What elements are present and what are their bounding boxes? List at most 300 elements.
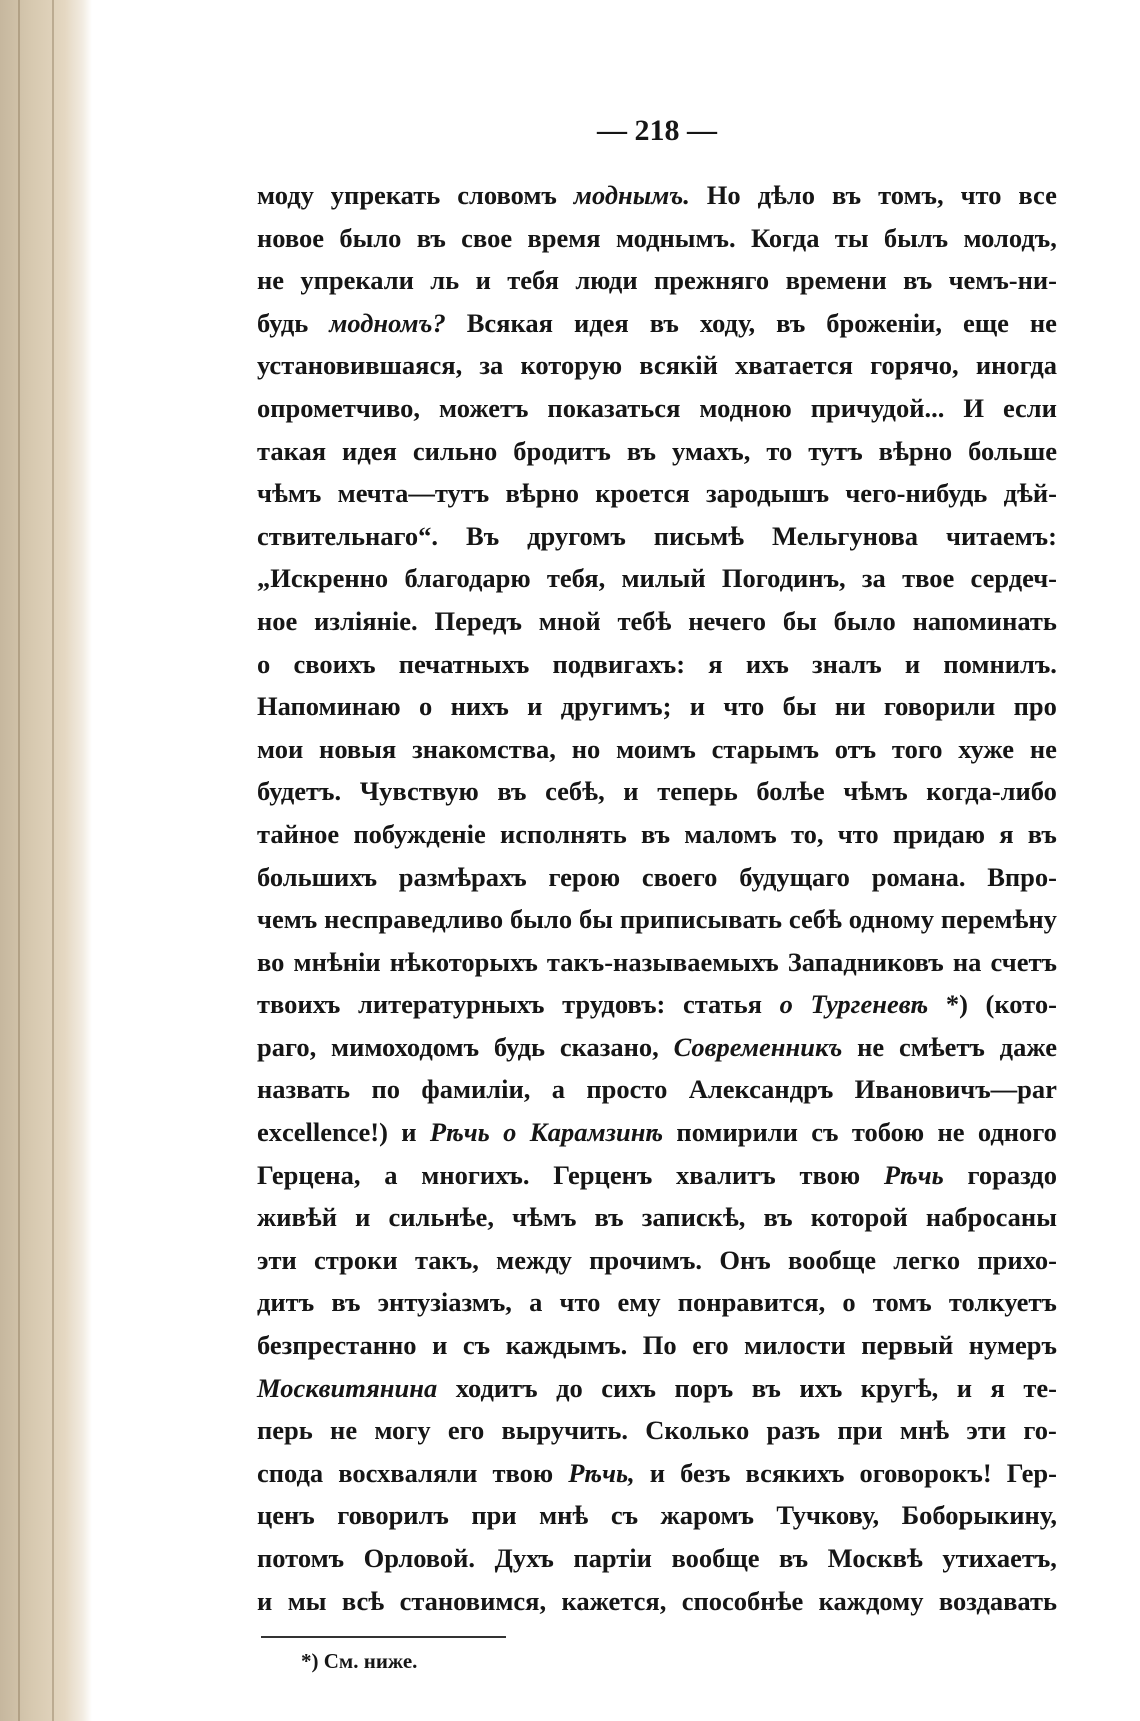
word: въ	[594, 1202, 624, 1233]
word: разъ	[766, 1415, 821, 1446]
word: при	[471, 1500, 517, 1531]
word: мной	[538, 605, 601, 636]
word: дѣй-	[1003, 478, 1057, 509]
word: въ	[640, 818, 671, 849]
word: что	[837, 818, 879, 849]
word: которую	[520, 350, 623, 381]
word: себѣ,	[545, 776, 605, 807]
word: чѣмъ	[512, 1202, 577, 1233]
word: чѣмъ	[257, 478, 322, 509]
text-line	[257, 1068, 1057, 1111]
text-line	[257, 600, 1057, 643]
word: я	[999, 818, 1014, 849]
word: живѣй	[257, 1202, 337, 1233]
word: каждому	[818, 1585, 924, 1616]
word: словомъ	[457, 180, 557, 210]
word: было	[833, 605, 896, 636]
word: литературныхъ	[357, 989, 545, 1020]
word: знакомства,	[412, 733, 556, 764]
footnote: *) См. ниже.	[301, 1649, 418, 1674]
word: потомъ	[257, 1543, 345, 1573]
word: въ	[751, 1372, 781, 1403]
word: идея	[573, 307, 629, 338]
word: фамиліи,	[421, 1074, 531, 1105]
word: больше	[968, 435, 1057, 466]
text-line	[257, 344, 1057, 387]
word: сказано,	[559, 1031, 659, 1062]
word: сердеч-	[970, 563, 1057, 594]
word: сильнѣе,	[388, 1202, 494, 1233]
word: въ	[903, 265, 933, 296]
word: и	[527, 691, 543, 722]
italic-word: Рѣчь	[883, 1159, 944, 1190]
word: то	[766, 435, 793, 466]
word: милости	[744, 1330, 846, 1361]
word: исполнять	[500, 818, 627, 849]
word: идея	[342, 435, 397, 466]
word: твое	[902, 563, 955, 594]
word: выручить.	[501, 1415, 628, 1446]
word: жаромъ	[660, 1500, 754, 1531]
word: показаться	[547, 392, 681, 423]
text-line	[257, 1324, 1057, 1367]
word: ствительнаго“.	[257, 520, 439, 551]
word: что	[960, 180, 1002, 210]
word: запискѣ,	[641, 1202, 746, 1233]
word: молодъ,	[963, 222, 1057, 253]
word: я	[990, 1372, 1005, 1403]
word: о	[418, 691, 433, 722]
word: еще	[962, 307, 1009, 338]
word: толкуетъ	[948, 1287, 1057, 1318]
word: новое	[257, 222, 325, 253]
italic-word: модномъ?	[329, 307, 446, 338]
word: тутъ	[808, 435, 863, 466]
word: горячо,	[870, 350, 959, 381]
word: чемъ-ни-	[948, 265, 1057, 296]
word: печатныхъ	[398, 648, 530, 679]
word: напоминать	[912, 605, 1057, 636]
word: и	[401, 1117, 417, 1148]
word: его	[447, 1415, 485, 1446]
word: можетъ	[439, 392, 529, 423]
word: и	[475, 265, 491, 296]
word: ценъ	[257, 1500, 315, 1531]
word: а	[384, 1159, 398, 1190]
word: романа.	[871, 861, 966, 892]
word: болѣе	[756, 776, 825, 807]
text-line	[257, 1452, 1057, 1495]
italic-word: о	[503, 1117, 517, 1148]
word: ты	[834, 222, 869, 253]
word: кроется	[595, 478, 690, 509]
word: (кото-	[985, 989, 1057, 1020]
word: каждымъ.	[505, 1330, 628, 1361]
word: сильно	[412, 435, 498, 466]
word: Боборыкину,	[901, 1500, 1057, 1531]
word: время	[527, 222, 601, 253]
word: Ивановичъ—par	[854, 1074, 1057, 1105]
book-page	[257, 108, 1057, 1676]
word: за	[479, 350, 504, 381]
word: при	[837, 1415, 883, 1446]
word: Чувствую	[359, 776, 479, 807]
word: и	[956, 1372, 973, 1403]
word: о	[842, 1287, 856, 1318]
word: нумеръ	[968, 1330, 1057, 1361]
word: не	[937, 1117, 965, 1148]
word: установившаяся,	[257, 350, 463, 381]
word: Погодинъ,	[721, 563, 846, 594]
word: По	[642, 1330, 677, 1361]
word: модною	[699, 392, 792, 423]
word: Западниковъ	[787, 946, 944, 977]
word: строки	[314, 1244, 398, 1275]
word: и	[689, 691, 706, 722]
word: томъ	[872, 1287, 932, 1318]
word: нечего	[688, 605, 766, 636]
word: себѣ	[788, 904, 842, 935]
word: но	[571, 733, 601, 764]
word: милый	[621, 563, 706, 594]
text-line	[257, 1111, 1057, 1154]
word: изліяніе.	[314, 605, 418, 636]
word: между	[496, 1244, 572, 1275]
word: прочимъ.	[589, 1244, 703, 1275]
word: твоихъ	[257, 989, 341, 1020]
word: бродитъ	[513, 435, 611, 466]
word: твою	[492, 1457, 554, 1488]
word: съ	[811, 1117, 839, 1148]
word: Въ	[466, 520, 500, 551]
word: не	[1029, 733, 1057, 764]
italic-word: Тургеневѣ	[810, 989, 929, 1020]
italic-word: Рѣчь	[429, 1117, 490, 1148]
word: своихъ	[293, 648, 376, 679]
text-line	[257, 430, 1057, 473]
text-line	[257, 1409, 1057, 1452]
word: многихъ.	[421, 1159, 530, 1190]
word: говорилъ	[337, 1500, 449, 1531]
word: партіи	[573, 1543, 652, 1573]
italic-word: Рѣчь,	[568, 1457, 635, 1488]
word: Напоминаю	[257, 691, 401, 722]
word: гораздо	[967, 1159, 1057, 1190]
word: вѣрно	[878, 435, 953, 466]
word: набросаны	[925, 1202, 1057, 1233]
word: въ	[626, 435, 656, 466]
text-line	[257, 1154, 1057, 1197]
text-line	[257, 1494, 1057, 1537]
word: съ	[610, 1500, 639, 1531]
word: въ	[649, 307, 679, 338]
word: вѣрно	[505, 478, 579, 509]
word: старымъ	[711, 733, 819, 764]
word: Духъ	[494, 1543, 554, 1573]
word: въ	[776, 307, 806, 338]
word: мнѣніи	[293, 946, 381, 977]
text-line	[257, 1580, 1057, 1623]
word: все	[1018, 180, 1057, 210]
word: въ	[1027, 818, 1057, 849]
italic-word: моднымъ.	[573, 180, 690, 210]
word: томъ,	[878, 180, 944, 210]
text-line	[257, 856, 1057, 899]
word: Впро-	[987, 861, 1057, 892]
word: спода	[257, 1457, 324, 1488]
word: кругѣ,	[860, 1372, 939, 1403]
spine-crease	[52, 0, 54, 1721]
word: перемѣну	[940, 904, 1057, 935]
word: легко	[893, 1244, 961, 1275]
word: поръ	[674, 1372, 734, 1403]
word: воздавать	[938, 1585, 1057, 1616]
word: хуже	[958, 733, 1015, 764]
word: вообще	[787, 1244, 876, 1275]
word: всѣ	[341, 1585, 385, 1616]
word: такая	[257, 435, 327, 466]
word: побужденіе	[353, 818, 486, 849]
word: будь	[257, 307, 309, 338]
word: Тучкову,	[776, 1500, 880, 1531]
word: ихъ	[745, 648, 789, 679]
text-line	[257, 1196, 1057, 1239]
word: подвигахъ:	[552, 648, 686, 679]
word: восхваляли	[338, 1457, 478, 1488]
page-number: — 218 —	[597, 114, 717, 147]
text-line	[257, 1026, 1057, 1069]
word: Орловой.	[363, 1543, 476, 1573]
text-line	[257, 472, 1057, 515]
word: мои	[257, 733, 304, 764]
word: оговорокъ!	[859, 1457, 992, 1488]
word: свое	[461, 222, 513, 253]
word: эти	[257, 1244, 297, 1275]
word: ходу,	[699, 307, 756, 338]
book-spine-edge	[0, 0, 92, 1721]
word: безъ	[680, 1457, 731, 1488]
word: отъ	[834, 733, 877, 764]
word: ихъ	[799, 1372, 843, 1403]
italic-word: о	[779, 989, 793, 1020]
word: тебя,	[546, 563, 606, 594]
word: въ	[832, 180, 862, 210]
word: письмѣ	[653, 520, 745, 551]
word: умахъ,	[672, 435, 751, 466]
word: упрекать	[330, 180, 441, 210]
word: въ	[763, 1202, 793, 1233]
word: такъ,	[414, 1244, 479, 1275]
word: зародышъ	[706, 478, 830, 509]
body-text	[257, 174, 1057, 1622]
word: сихъ	[601, 1372, 656, 1403]
word: смѣетъ	[898, 1031, 985, 1062]
word: мнѣ	[539, 1500, 589, 1531]
word: до	[556, 1372, 583, 1403]
word: помирили	[676, 1117, 798, 1148]
word: зналъ	[811, 648, 882, 679]
word: а	[551, 1074, 566, 1105]
word: вообще	[671, 1543, 760, 1573]
word: ему	[617, 1287, 661, 1318]
word: мы	[287, 1585, 327, 1616]
word: понравится,	[677, 1287, 826, 1318]
word: моимъ	[616, 733, 696, 764]
word: что	[723, 691, 765, 722]
word: Передъ	[434, 605, 522, 636]
word: ни	[834, 691, 866, 722]
word: тебя	[507, 265, 559, 296]
word: всякихъ	[745, 1457, 845, 1488]
word: моднымъ.	[615, 222, 736, 253]
word: броженіи,	[826, 307, 942, 338]
word: Герценъ	[553, 1159, 653, 1190]
word: первый	[861, 1330, 954, 1361]
word: Когда	[750, 222, 820, 253]
text-line	[257, 1239, 1057, 1282]
text-line	[257, 728, 1057, 771]
word: будетъ.	[257, 776, 342, 807]
word: хвалитъ	[676, 1159, 776, 1190]
word: чемъ	[257, 904, 318, 935]
word: размѣрахъ	[398, 861, 527, 892]
word: былъ	[883, 222, 949, 253]
word: и	[432, 1330, 448, 1361]
text-line	[257, 813, 1057, 856]
word: мечта—тутъ	[337, 478, 490, 509]
text-line	[257, 557, 1057, 600]
word: въ	[416, 222, 446, 253]
word: что	[559, 1287, 601, 1318]
word: назвать	[257, 1074, 351, 1105]
word: бы	[578, 904, 613, 935]
word: теперь	[657, 776, 738, 807]
word: статья	[682, 989, 762, 1020]
text-line	[257, 1537, 1057, 1580]
word: мнѣ	[899, 1415, 950, 1446]
word: ное	[257, 605, 298, 636]
word: новыя	[319, 733, 397, 764]
word: другомъ	[527, 520, 626, 551]
word: счетъ	[990, 946, 1057, 977]
word: нихъ	[450, 691, 509, 722]
word: бы	[782, 691, 817, 722]
word: „Искренно	[257, 563, 389, 594]
word: тобою	[851, 1117, 925, 1148]
word: и	[257, 1585, 273, 1616]
word: тебѣ	[617, 605, 672, 636]
word: не	[330, 1415, 358, 1446]
word: на	[952, 946, 982, 977]
text-line	[257, 643, 1057, 686]
word: энтузіазмъ,	[377, 1287, 512, 1318]
word: говорили	[883, 691, 996, 722]
word: бы	[782, 605, 817, 636]
word: не	[257, 265, 285, 296]
word: перь	[257, 1415, 313, 1446]
text-line	[257, 515, 1057, 558]
word: было	[510, 904, 573, 935]
word: маломъ	[684, 818, 777, 849]
word: времени	[785, 265, 887, 296]
word: герою	[548, 861, 621, 892]
word: моду	[257, 180, 314, 210]
word: если	[1002, 392, 1057, 423]
italic-word: Карамзинѣ	[529, 1117, 664, 1148]
text-line	[257, 1281, 1057, 1324]
word: во	[257, 946, 285, 977]
word: тайное	[257, 818, 340, 849]
word: раго,	[257, 1031, 317, 1062]
word: просто	[586, 1074, 668, 1105]
word: было	[339, 222, 402, 253]
word: приписывать	[619, 904, 782, 935]
word: excellence!)	[257, 1117, 388, 1148]
word: твою	[799, 1159, 861, 1190]
word: даже	[999, 1031, 1057, 1062]
footnote-rule	[261, 1636, 506, 1638]
word: своего	[641, 861, 718, 892]
italic-word: Москвитянина	[257, 1372, 438, 1403]
word: Москвѣ	[827, 1543, 923, 1573]
word: Мельгунова	[772, 520, 919, 551]
word: за	[861, 563, 886, 594]
word: будущаго	[739, 861, 850, 892]
text-line	[257, 1367, 1057, 1410]
word: другимъ;	[560, 691, 672, 722]
spine-crease	[18, 0, 20, 1721]
word: всякій	[639, 350, 718, 381]
text-line	[257, 387, 1057, 430]
word: ль	[430, 265, 460, 296]
word: такъ-называемыхъ	[546, 946, 779, 977]
word: люди	[575, 265, 638, 296]
word: чѣмъ	[843, 776, 908, 807]
italic-word: Современникъ	[673, 1031, 843, 1062]
word: Герцена,	[257, 1159, 361, 1190]
word: не	[1029, 307, 1057, 338]
word: упрекали	[300, 265, 414, 296]
word: хватается	[735, 350, 853, 381]
text-line	[257, 770, 1057, 813]
word: и	[649, 1457, 666, 1488]
word: те-	[1023, 1372, 1057, 1403]
text-line	[257, 983, 1057, 1026]
word: въ	[497, 776, 527, 807]
word: въ	[779, 1543, 809, 1573]
word: одного	[977, 1117, 1057, 1148]
word: съ	[462, 1330, 491, 1361]
text-line	[257, 302, 1057, 345]
word: помнилъ.	[943, 648, 1057, 679]
text-line	[257, 685, 1057, 728]
word: не	[857, 1031, 885, 1062]
word: большихъ	[257, 861, 378, 892]
text-line	[257, 259, 1057, 302]
text-line	[257, 174, 1057, 217]
word: безпрестанно	[257, 1330, 417, 1361]
word: о	[257, 648, 271, 679]
word: будь	[493, 1031, 546, 1062]
word: ходитъ	[455, 1372, 538, 1403]
word: прихо-	[977, 1244, 1057, 1275]
word: по	[371, 1074, 400, 1105]
word: утихаетъ,	[942, 1543, 1057, 1573]
word: Сколько	[645, 1415, 750, 1446]
word: Но	[706, 180, 741, 210]
word: когда-либо	[926, 776, 1057, 807]
word: одному	[848, 904, 934, 935]
